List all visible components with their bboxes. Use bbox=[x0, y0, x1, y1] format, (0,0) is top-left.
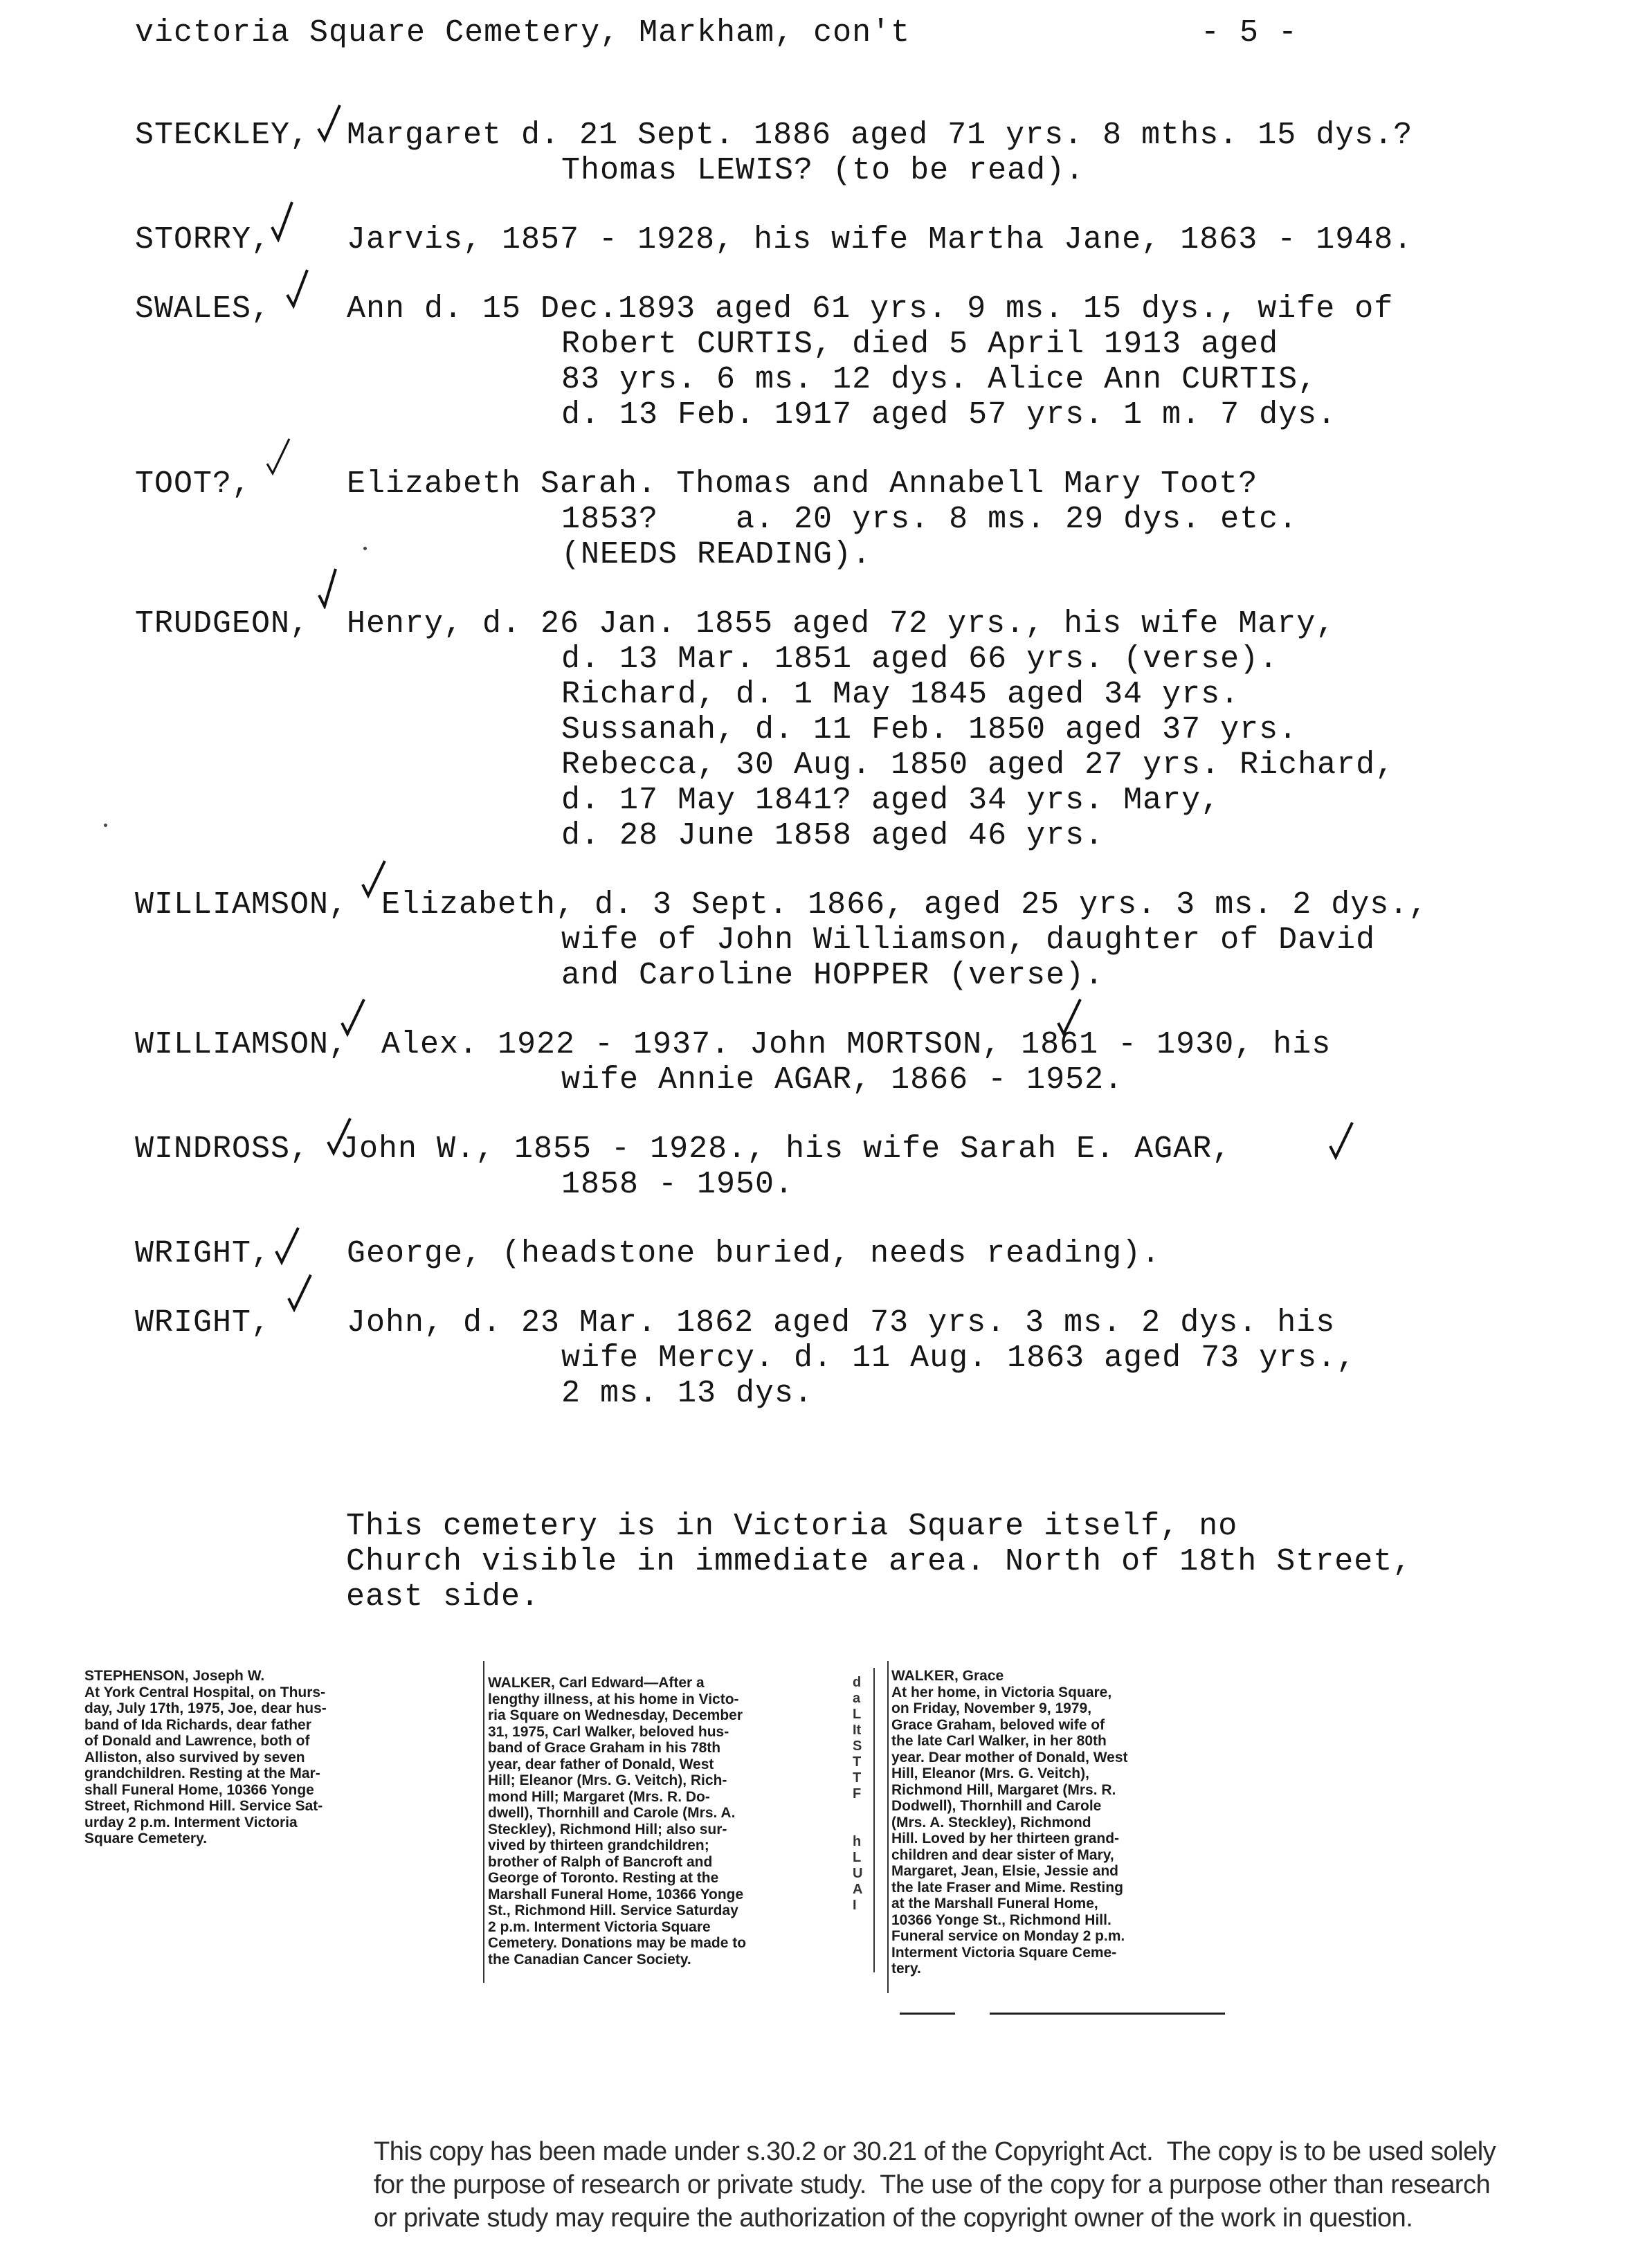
clipping-edge bbox=[873, 1668, 875, 1972]
entry-line: Elizabeth, d. 3 Sept. 1866, aged 25 yrs. 3 ms. 2 dys., bbox=[381, 887, 1428, 923]
entry-line: Thomas LEWIS? (to be read). bbox=[561, 153, 1085, 188]
clipping-line: band of Grace Graham in his 78th bbox=[488, 1740, 721, 1756]
clipping-line: St., Richmond Hill. Service Saturday bbox=[488, 1903, 738, 1918]
entry-surname: WILLIAMSON, bbox=[135, 887, 349, 923]
clipping-line: vived by thirteen grandchildren; bbox=[488, 1837, 709, 1853]
clipping-line: year, dear father of Donald, West bbox=[488, 1756, 714, 1772]
checkmark-icon bbox=[315, 567, 343, 609]
entry-line: d. 28 June 1858 aged 46 yrs. bbox=[561, 818, 1105, 853]
fragment-letter bbox=[853, 1818, 862, 1834]
checkmark-icon bbox=[325, 1116, 353, 1157]
clipping-line: year. Dear mother of Donald, West bbox=[891, 1749, 1128, 1765]
page-number: - 5 - bbox=[1201, 15, 1298, 51]
checkmark-icon bbox=[339, 997, 367, 1038]
entry-windross bbox=[135, 1132, 1588, 1202]
checkmark-icon bbox=[284, 269, 311, 310]
entry-line: John W., 1855 - 1928., his wife Sarah E. AGAR, bbox=[340, 1132, 1232, 1167]
entry-line: Henry, d. 26 Jan. 1855 aged 72 yrs., his wife Mary, bbox=[347, 606, 1336, 642]
entry-surname: STECKLEY, bbox=[135, 118, 310, 153]
entry-line: Richard, d. 1 May 1845 aged 34 yrs. bbox=[561, 677, 1240, 712]
clipping-line: WALKER, Grace bbox=[891, 1668, 1004, 1684]
clipping-line: Marshall Funeral Home, 10366 Yonge bbox=[488, 1886, 744, 1903]
fragment-letter: F bbox=[853, 1786, 862, 1801]
clipping-line: Cemetery. Donations may be made to bbox=[488, 1935, 747, 1951]
checkmark-icon bbox=[1327, 1120, 1355, 1161]
clipping-line: Street, Richmond Hill. Service Sat- bbox=[84, 1798, 323, 1814]
clipping-line: mond Hill; Margaret (Mrs. R. Do- bbox=[488, 1788, 710, 1805]
checkmark-icon bbox=[286, 1272, 314, 1314]
entry-surname: TOOT?, bbox=[135, 466, 252, 502]
clipping-line: Hill; Eleanor (Mrs. G. Veitch), Rich- bbox=[488, 1772, 727, 1788]
fragment-letter: L bbox=[853, 1707, 862, 1722]
clipping-line: children and dear sister of Mary, bbox=[891, 1846, 1114, 1863]
clipping-edge bbox=[887, 1661, 889, 1993]
clipping-line: shall Funeral Home, 10366 Yonge bbox=[84, 1781, 314, 1798]
fragment-letter bbox=[853, 1802, 862, 1818]
clipping-line: ria Square on Wednesday, December bbox=[488, 1707, 743, 1723]
note-line: Church visible in immediate area. North of 18th Street, bbox=[346, 1544, 1413, 1579]
note-line: This cemetery is in Victoria Square itself, no bbox=[346, 1509, 1238, 1544]
clipping-line: grandchildren. Resting at the Mar- bbox=[84, 1765, 320, 1781]
clipping-line: Richmond Hill, Margaret (Mrs. R. bbox=[891, 1781, 1116, 1798]
entry-toot bbox=[135, 466, 1588, 572]
fragment-letter: T bbox=[853, 1754, 862, 1770]
entry-line: d. 13 Mar. 1851 aged 66 yrs. (verse). bbox=[561, 642, 1279, 677]
clipping-line: lengthy illness, at his home in Victo- bbox=[488, 1691, 739, 1707]
clipping-line: the late Fraser and Mime. Resting bbox=[891, 1879, 1123, 1896]
entry-line: Margaret d. 21 Sept. 1886 aged 71 yrs. 8 mths. 15 dys.? bbox=[347, 118, 1413, 153]
entry-line: wife Annie AGAR, 1866 - 1952. bbox=[561, 1062, 1124, 1098]
entry-line: and Caroline HOPPER (verse). bbox=[561, 958, 1105, 993]
clipping-line: WALKER, Carl Edward—After a bbox=[488, 1675, 705, 1691]
entry-surname: WRIGHT, bbox=[135, 1236, 271, 1271]
checkmark-icon bbox=[360, 858, 388, 900]
clipping-line: the late Carl Walker, in her 80th bbox=[891, 1733, 1107, 1749]
entry-line: 83 yrs. 6 ms. 12 dys. Alice Ann CURTIS, bbox=[561, 362, 1318, 397]
clipping-adjacent-column-fragment bbox=[853, 1675, 862, 1914]
obituary-clipping-walker-carl bbox=[488, 1675, 851, 1968]
checkmark-icon bbox=[273, 1225, 301, 1266]
clipping-line: of Donald and Lawrence, both of bbox=[84, 1733, 310, 1749]
clipping-line: (Mrs. A. Steckley), Richmond bbox=[891, 1814, 1091, 1831]
checkmark-icon bbox=[269, 201, 296, 242]
clipping-line: at the Marshall Funeral Home, bbox=[891, 1896, 1098, 1912]
checkmark-icon bbox=[264, 436, 292, 478]
copyright-line: or private study may require the authorization of the copyright owner of the work in question. bbox=[374, 2204, 1413, 2233]
fragment-letter: U bbox=[853, 1866, 863, 1881]
fragment-letter: S bbox=[853, 1738, 862, 1754]
entry-line: Rebecca, 30 Aug. 1850 aged 27 yrs. Richard, bbox=[561, 747, 1395, 783]
clipping-line: Square Cemetery. bbox=[84, 1831, 208, 1846]
entry-line: 1853? a. 20 yrs. 8 ms. 29 dys. etc. bbox=[561, 502, 1298, 537]
clipping-line: Alliston, also survived by seven bbox=[84, 1749, 305, 1765]
clipping-line: Margaret, Jean, Elsie, Jessie and bbox=[891, 1863, 1119, 1879]
entry-surname: TRUDGEON, bbox=[135, 606, 310, 642]
clipping-line: Interment Victoria Square Ceme- bbox=[891, 1944, 1117, 1961]
entry-wright-john bbox=[135, 1305, 1588, 1411]
copyright-line: for the purpose of research or private study. The use of the copy for a purpose other than research bbox=[374, 2170, 1491, 2199]
clipping-line: 2 p.m. Interment Victoria Square bbox=[488, 1918, 711, 1935]
fragment-letter: h bbox=[853, 1834, 862, 1849]
clipping-line: At her home, in Victoria Square, bbox=[891, 1684, 1112, 1700]
entry-line: Jarvis, 1857 - 1928, his wife Martha Jane, 1863 - 1948. bbox=[347, 222, 1413, 257]
entry-line: (NEEDS READING). bbox=[561, 537, 872, 572]
clipping-line: At York Central Hospital, on Thurs- bbox=[84, 1684, 326, 1700]
clipping-line: band of Ida Richards, dear father bbox=[84, 1716, 311, 1733]
checkmark-icon bbox=[1055, 997, 1083, 1038]
cemetery-location-note bbox=[346, 1509, 1557, 1615]
scan-speck bbox=[363, 547, 367, 550]
clipping-line: Dodwell), Thornhill and Carole bbox=[891, 1798, 1102, 1814]
clipping-line: dwell), Thornhill and Carole (Mrs. A. bbox=[488, 1805, 736, 1821]
entry-line: Elizabeth Sarah. Thomas and Annabell Mary Toot? bbox=[347, 466, 1258, 502]
note-line: east side. bbox=[346, 1579, 541, 1615]
entry-williamson-elizabeth bbox=[135, 887, 1588, 993]
clipping-line: 10366 Yonge St., Richmond Hill. bbox=[891, 1912, 1111, 1928]
entry-wright-george bbox=[135, 1236, 1588, 1271]
obituary-clipping-walker-grace bbox=[891, 1668, 1307, 1977]
page-title: victoria Square Cemetery, Markham, con't bbox=[135, 15, 911, 51]
entry-swales bbox=[135, 291, 1588, 433]
entry-line: Alex. 1922 - 1937. John MORTSON, 1861 - 1930, his bbox=[381, 1027, 1332, 1062]
fragment-letter: d bbox=[853, 1675, 862, 1690]
scan-speck bbox=[104, 824, 107, 827]
entry-steckley bbox=[135, 118, 1588, 188]
entry-line: George, (headstone buried, needs reading). bbox=[347, 1236, 1161, 1271]
copyright-line: This copy has been made under s.30.2 or 30.21 of the Copyright Act. The copy is to be used solely bbox=[374, 2137, 1496, 2166]
entry-line: Robert CURTIS, died 5 April 1913 aged bbox=[561, 327, 1279, 362]
copyright-notice bbox=[374, 2135, 1640, 2235]
entry-trudgeon bbox=[135, 606, 1588, 853]
clipping-line: urday 2 p.m. Interment Victoria bbox=[84, 1814, 298, 1831]
clipping-line: tery. bbox=[891, 1961, 921, 1977]
entry-surname: WINDROSS, bbox=[135, 1132, 310, 1167]
clipping-line: Grace Graham, beloved wife of bbox=[891, 1716, 1105, 1733]
clipping-line: brother of Ralph of Bancroft and bbox=[488, 1853, 713, 1870]
entry-surname: WRIGHT, bbox=[135, 1305, 271, 1341]
clipping-line: the Canadian Cancer Society. bbox=[488, 1951, 691, 1968]
fragment-letter: A bbox=[853, 1882, 863, 1897]
entry-surname: STORRY, bbox=[135, 222, 271, 257]
entry-surname: SWALES, bbox=[135, 291, 271, 327]
clipping-edge bbox=[483, 1661, 484, 1983]
fragment-letter: T bbox=[853, 1770, 862, 1786]
clipping-rule bbox=[990, 2013, 1225, 2015]
clipping-line: Hill. Loved by her thirteen grand- bbox=[891, 1831, 1120, 1846]
fragment-letter: I bbox=[853, 1898, 857, 1913]
clipping-line: Steckley), Richmond Hill; also sur- bbox=[488, 1821, 727, 1837]
entry-line: wife Mercy. d. 11 Aug. 1863 aged 73 yrs., bbox=[561, 1341, 1356, 1376]
checkmark-icon bbox=[315, 102, 343, 144]
page-header bbox=[135, 15, 1311, 57]
entry-storry bbox=[135, 222, 1588, 257]
clipping-line: on Friday, November 9, 1979, bbox=[891, 1700, 1092, 1716]
entry-line: John, d. 23 Mar. 1862 aged 73 yrs. 3 ms. 2 dys. his bbox=[347, 1305, 1336, 1341]
clipping-line: Funeral service on Monday 2 p.m. bbox=[891, 1928, 1125, 1944]
cemetery-entries bbox=[135, 118, 1588, 1445]
entry-surname: WILLIAMSON, bbox=[135, 1027, 349, 1062]
entry-line: 2 ms. 13 dys. bbox=[561, 1376, 814, 1411]
clipping-line: day, July 17th, 1975, Joe, dear hus- bbox=[84, 1700, 327, 1716]
entry-line: Ann d. 15 Dec.1893 aged 61 yrs. 9 ms. 15 dys., wife of bbox=[347, 291, 1394, 327]
fragment-letter: a bbox=[853, 1691, 861, 1706]
clipping-line: Hill, Eleanor (Mrs. G. Veitch), bbox=[891, 1765, 1089, 1781]
clipping-line: 31, 1975, Carl Walker, beloved hus- bbox=[488, 1723, 729, 1740]
entry-line: wife of John Williamson, daughter of David bbox=[561, 923, 1376, 958]
clipping-line: STEPHENSON, Joseph W. bbox=[84, 1668, 265, 1684]
entry-line: 1858 - 1950. bbox=[561, 1167, 795, 1202]
clipping-line: George of Toronto. Resting at the bbox=[488, 1870, 719, 1886]
fragment-letter: L bbox=[853, 1850, 862, 1865]
entry-line: d. 13 Feb. 1917 aged 57 yrs. 1 m. 7 dys. bbox=[561, 397, 1337, 433]
entry-line: d. 17 May 1841? aged 34 yrs. Mary, bbox=[561, 783, 1221, 818]
clipping-rule bbox=[900, 2013, 955, 2015]
entry-line: Sussanah, d. 11 Feb. 1850 aged 37 yrs. bbox=[561, 712, 1298, 747]
obituary-clipping-stephenson bbox=[84, 1668, 472, 1847]
fragment-letter: It bbox=[853, 1723, 862, 1738]
